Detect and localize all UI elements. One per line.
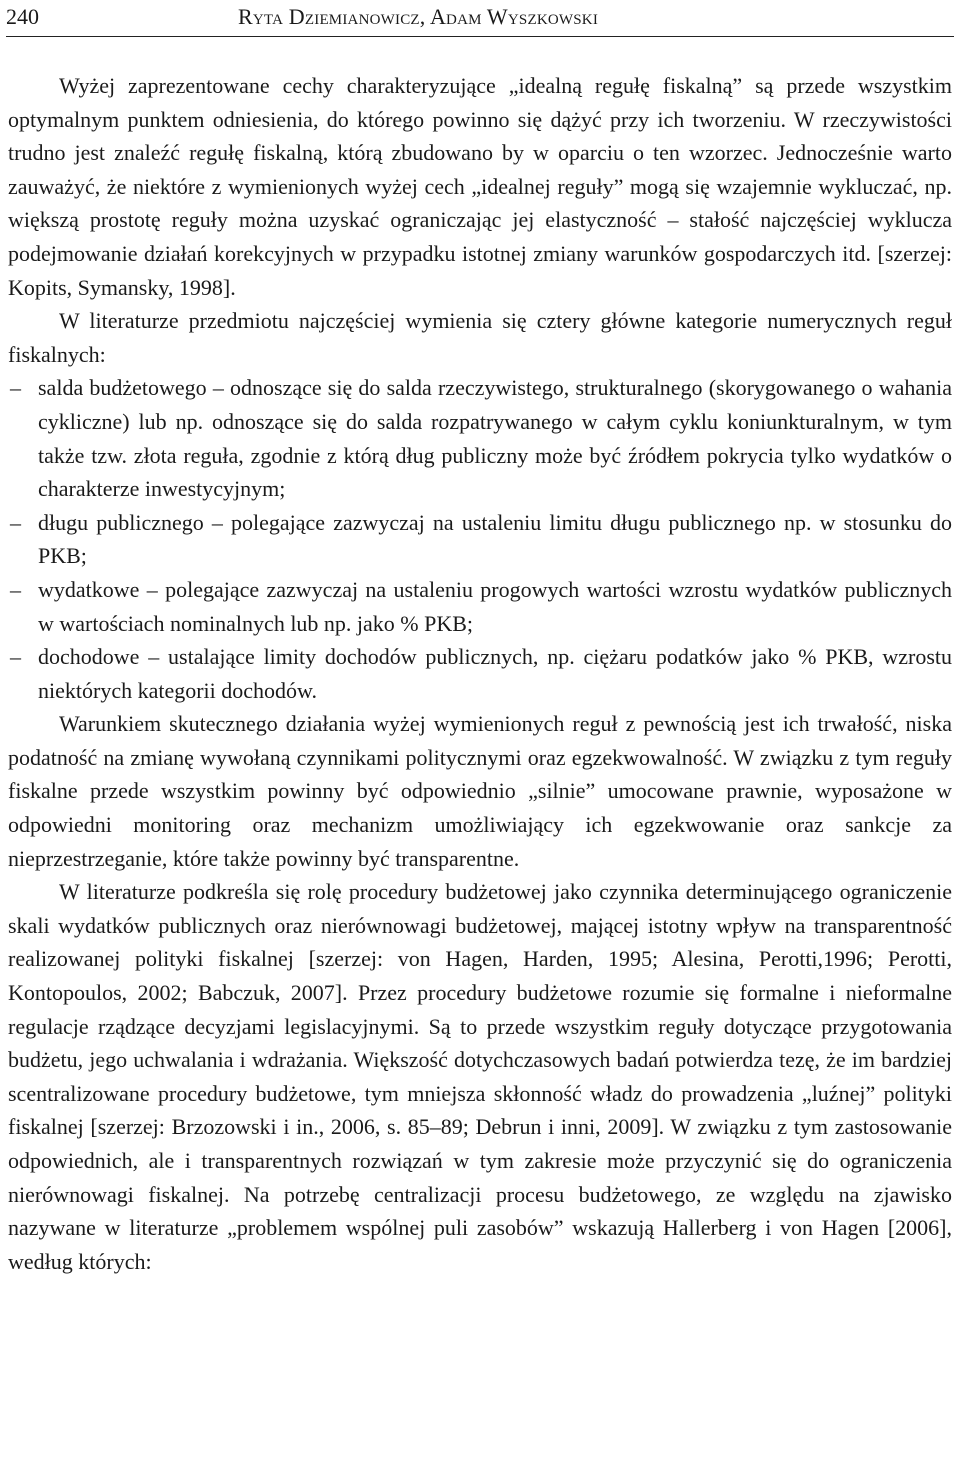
running-head-authors: Ryta Dziemianowicz, Adam Wyszkowski (238, 4, 599, 29)
paragraph: Wyżej zaprezentowane cechy charakteryzujące „idealną regułę fiskalną” są przede wszystkim optymalnym punktem odniesienia, do którego powinno się dążyć przy ich tworzeniu. W rzeczywistości trudno jest znaleźć regułę fiskalną, którą zbudowano by w oparciu o ten wzorzec. Jednocześnie warto zauważyć, że niektóre z wymienionych wyżej cech „idealnej reguły” mogą się wzajemnie wykluczać, np. większą prostotę reguły można uzyskać ograniczając jej elastyczność – stałość najczęściej wyklucza podejmowanie działań korekcyjnych w przypadku istotnej zmiany warunków gospodarczych itd. [szerzej: Kopits, Symansky, 1998]. (8, 73, 952, 300)
list-item-text: długu publicznego – polegające zazwyczaj na ustaleniu limitu długu publicznego np. w stosunku do PKB; (38, 509, 952, 569)
body-text (8, 69, 952, 1278)
list-item-text: salda budżetowego – odnoszące się do salda rzeczywistego, strukturalnego (skorygowanego o wahania cykliczne) lub np. odnoszące się do salda rozpatrywanego w całym cyklu koniunkturalnym, w tym także tzw. złota reguła, zgodnie z którą dług publiczny może być źródłem pokrycia tylko wydatków o charakterze inwestycyjnym; (38, 375, 952, 502)
list-item (8, 506, 952, 573)
dash-bullet: – (10, 375, 21, 401)
list-item-text: dochodowe – ustalające limity dochodów publicznych, np. ciężaru podatków jako % PKB, wzrostu niektórych kategorii dochodów. (38, 644, 952, 703)
dash-bullet: – (10, 644, 21, 670)
paragraph: Warunkiem skutecznego działania wyżej wymienionych reguł z pewnością jest ich trwałość, niska podatność na zmianę wywołaną czynnikami politycznymi oraz egzekwowalność. W związku z tym reguły fiskalne przede wszystkim powinny być odpowiednio „silnie” umocowane prawnie, wyposażone w odpowiedni monitoring oraz mechanizm umożliwiający ich egzekwowanie oraz sankcje za nieprzestrzeganie, które także powinny być transparentne. (8, 711, 952, 871)
list-item (8, 640, 952, 707)
dash-bullet: – (10, 576, 21, 602)
rule-categories-list (8, 371, 952, 707)
page-header (6, 0, 954, 37)
list-item (8, 573, 952, 640)
page-number: 240 (6, 4, 39, 29)
dash-bullet: – (10, 509, 21, 535)
list-item (8, 371, 952, 505)
paragraph: W literaturze przedmiotu najczęściej wymienia się cztery główne kategorie numerycznych reguł fiskalnych: (8, 308, 952, 367)
paragraph: W literaturze podkreśla się rolę procedury budżetowej jako czynnika determinującego ograniczenie skali wydatków publicznych oraz nierównowagi budżetowej, mającej istotny wpływ na transparentność realizowanej polityki fiskalnej [szerzej: von Hagen, Harden, 1995; Alesina, Perotti,1996; Perotti, Kontopoulos, 2002; Babczuk, 2007]. Przez procedury budżetowe rozumie się formalne i nieformalne regulacje rządzące decyzjami legislacyjnymi. Są to przede wszystkim reguły dotyczące przygotowania budżetu, jego uchwalania i wdrażania. Większość dotychczasowych badań potwierdza tezę, że im bardziej scentralizowane procedury budżetowe, tym mniejsza skłonność władz do prowadzenia „luźnej” polityki fiskalnej [szerzej: Brzozowski i in., 2006, s. 85–89; Debrun i inni, 2009]. W związku z tym zastosowanie odpowiednich, ale i transparentnych rozwiązań w tym zakresie może przyczynić się do ograniczenia nierównowagi fiskalnej. Na potrzebę centralizacji procesu budżetowego, ze względu na zjawisko nazywane w literaturze „problemem wspólnej puli zasobów” wskazują Hallerberg i von Hagen [2006], według których: (8, 879, 952, 1274)
list-item-text: wydatkowe – polegające zazwyczaj na ustaleniu progowych wartości wzrostu wydatków publicznych w wartościach nominalnych lub np. jako % PKB; (38, 576, 952, 636)
